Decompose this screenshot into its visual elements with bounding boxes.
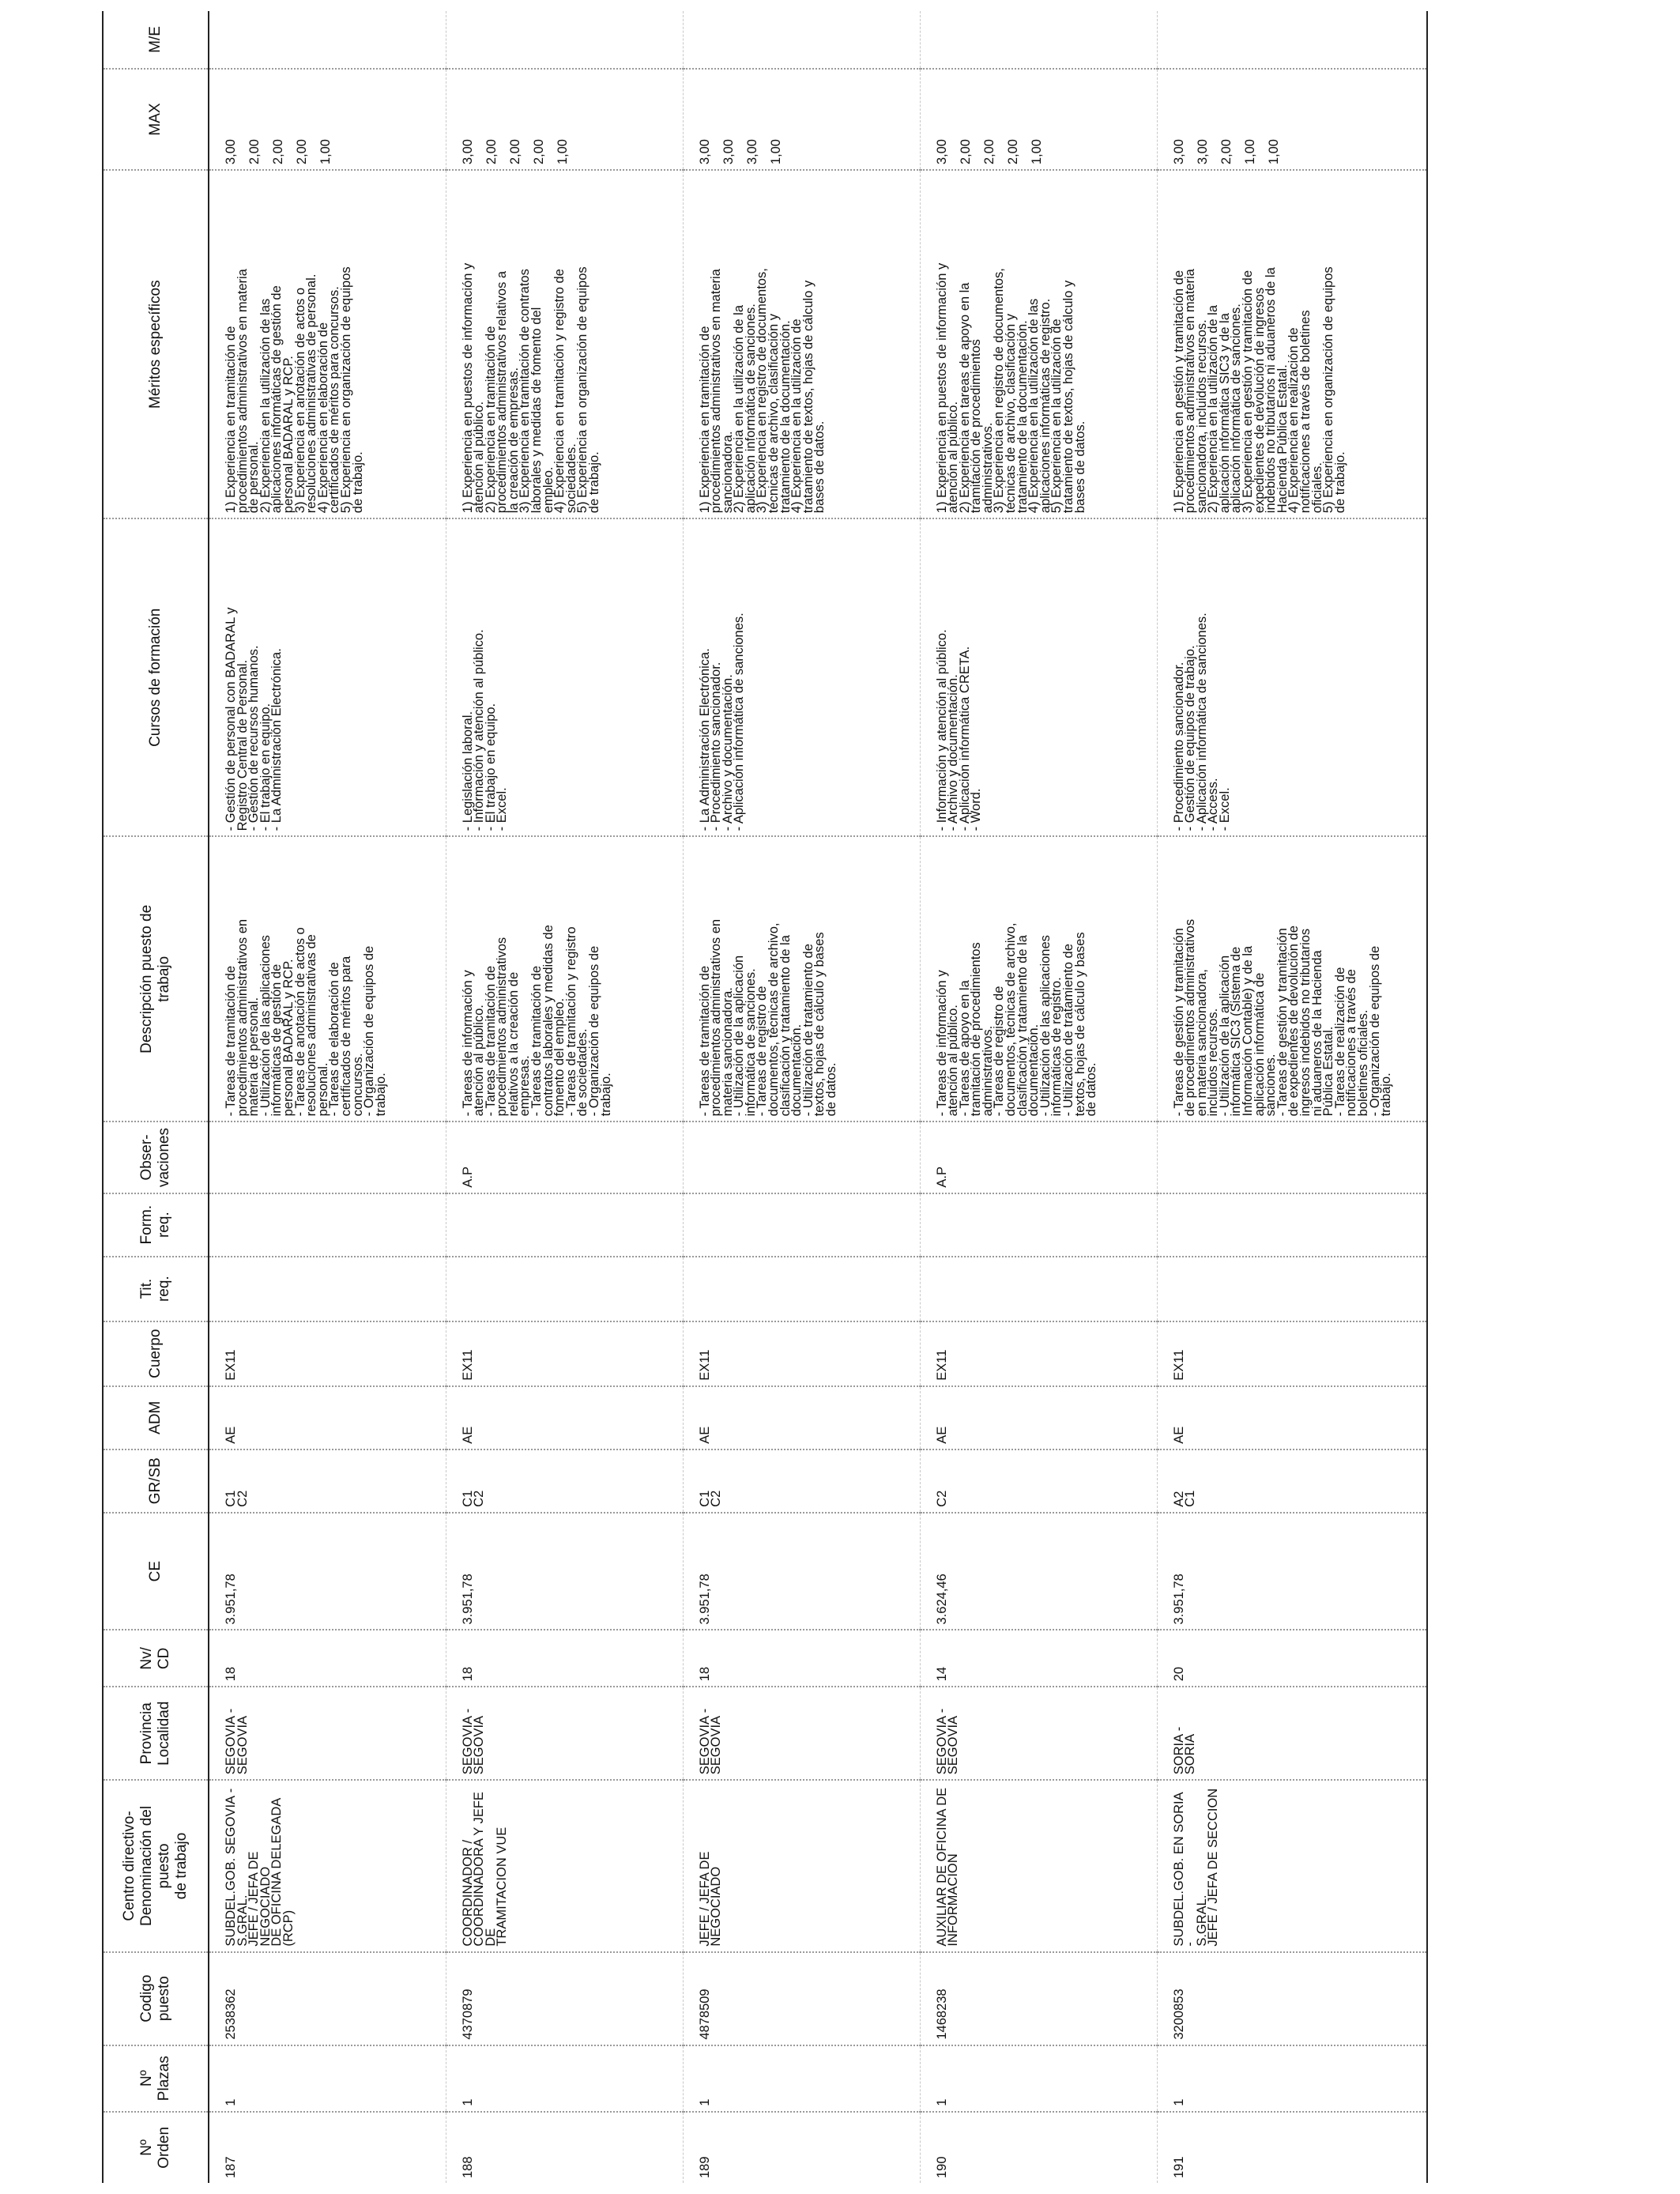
cell-titulacion [920,1257,1157,1321]
header-plazas: Nº Plazas [103,2045,209,2112]
max-value: 2,00 [981,139,996,165]
cell-nivel: 14 [920,1630,1157,1687]
cell-ce: 3.951,78 [209,1513,446,1630]
cell-ce: 3.951,78 [683,1513,920,1630]
max-value: 3,00 [224,139,238,165]
cell-orden: 189 [683,2112,920,2183]
max-value: 3,00 [460,139,475,165]
max-value: 2,00 [507,139,522,165]
header-max: MAX [103,69,209,170]
cell-descripcion: - Tareas de gestión y tramitación de procedimientos administrativos en materia sancionadora, incluidos recursos. - Utilización de la aplicación informática SIC3 (Sistema de Información Contable) y de la aplicación informática de sanciones. - Tareas de gestión y tramitación de expedientes de devolución de ingresos indebidos no tributarios ni aduaneros de la Hacienda Pública Estatal. - Tareas de realización de notificaciones a través de boletines oficiales. - Organización de equipos de trabajo. [1157,836,1427,1122]
max-value: 2,00 [247,139,262,165]
cell-plazas: 1 [1157,2045,1427,2112]
cell-plazas: 1 [920,2045,1157,2112]
header-me: M/E [103,11,209,69]
cell-codigo: 4370879 [446,1952,683,2045]
max-value: 2,00 [1219,139,1234,165]
job-positions-table [102,11,1428,2183]
max-value: 3,00 [934,139,949,165]
cell-grupo: A2 C1 [1157,1449,1427,1513]
centro-unit: SUBDEL.GOB. SEGOVIA - S.GRAL. [224,1788,250,1947]
cell-observaciones: A.P [446,1122,683,1193]
cell-titulacion [683,1257,920,1321]
cell-cursos: - Información y atención al público. - Archivo y documentación. - Aplicación informática CRETA. - Word. [920,518,1157,836]
cell-max [446,69,683,170]
cell-max [1157,69,1427,170]
cell-codigo: 1468238 [920,1952,1157,2045]
cell-observaciones [209,1122,446,1193]
max-value: 1,00 [1029,139,1044,165]
cell-meritos: 1) Experiencia en gestión y tramitación de procedimientos administrativos en materia sancionadora, incluidos recursos. 2) Experiencia en la utilización de la aplicación informática SIC3 y de la aplicación informática de sanciones. 3) Experiencia en gestión y tramitación de expedientes de devolución de ingresos indebidos no tributarios ni aduaneros de la Hacienda Pública Estatal. 4) Experiencia en realización de notificaciones a través de boletines oficiales. 5) Experiencia en organización de equipos de trabajo. [1157,170,1427,518]
cell-me [446,11,683,69]
cell-provincia: SEGOVIA - SEGOVIA [209,1687,446,1780]
centro-puesto: JEFE / JEFA DE SECCION [1206,1788,1221,1947]
cell-titulacion [446,1257,683,1321]
max-value: 1,00 [1266,139,1281,165]
cell-formacion-req [1157,1193,1427,1257]
cell-descripcion: - Tareas de tramitación de procedimientos administrativos en materia sancionadora. - Utilización de la aplicación informática de sanciones. - Tareas de registro de documentos, técnicas de archivo, clasificación y tratamiento de la documentación. - Utilización de tratamiento de textos, hojas de cálculo y bases de datos. [683,836,920,1122]
cell-cursos: - Legislación laboral. - Información y atención al público. - El trabajo en equipo. - Excel. [446,518,683,836]
centro-puesto: JEFE / JEFA DE NEGOCIADO [697,1851,724,1947]
centro-puesto: AUXILIAR DE OFICINA DE INFORMACION [934,1787,961,1947]
header-observaciones: Obser- vaciones [103,1122,209,1193]
cell-orden: 188 [446,2112,683,2183]
header-cursos: Cursos de formación [103,518,209,836]
cell-max [209,69,446,170]
max-value: 2,00 [295,139,309,165]
cell-provincia: SEGOVIA - SEGOVIA [446,1687,683,1780]
header-titulacion: Tit. req. [103,1257,209,1321]
cell-observaciones [683,1122,920,1193]
cell-me [209,11,446,69]
cell-max [683,69,920,170]
cell-grupo: C1 C2 [683,1449,920,1513]
table-row [920,11,1157,2183]
cell-plazas: 1 [209,2045,446,2112]
centro-puesto: COORDINADOR / COORDINADORA Y JEFE DE TRAMITACION VUE [460,1792,510,1947]
centro-puesto: JEFE / JEFA DE NEGOCIADO DE OFICINA DELEGADA (RCP) [247,1798,296,1947]
header-grupo: GR/SB [103,1449,209,1513]
max-value: 1,00 [768,139,783,165]
cell-nivel: 20 [1157,1630,1427,1687]
cell-cuerpo: EX11 [446,1321,683,1386]
cell-centro [920,1780,1157,1951]
max-value: 1,00 [1242,139,1257,165]
cell-orden: 190 [920,2112,1157,2183]
cell-cuerpo: EX11 [683,1321,920,1386]
header-formacion-req: Form. req. [103,1193,209,1257]
cell-ce: 3.951,78 [446,1513,683,1630]
max-value: 2,00 [271,139,285,165]
cell-me [683,11,920,69]
max-value: 3,00 [721,139,736,165]
cell-descripcion: - Tareas de información y atención al público. - Tareas de apoyo en la tramitación de procedimientos administrativos. - Tareas de registro de documentos, técnicas de archivo, clasificación y tratamiento de la documentación. - Utilización de las aplicaciones informáticas de registro. - Utilización de tratamiento de textos, hojas de cálculo y bases de datos. [920,836,1157,1122]
header-descripcion: Descripción puesto de trabajo [103,836,209,1122]
centro-unit: SUBDEL.GOB. EN SORIA - S.GRAL. [1171,1793,1209,1947]
cell-cuerpo: EX11 [209,1321,446,1386]
cell-centro [209,1780,446,1951]
cell-centro [683,1780,920,1951]
table-row [683,11,920,2183]
cell-nivel: 18 [209,1630,446,1687]
cell-formacion-req [446,1193,683,1257]
cell-meritos: 1) Experiencia en puestos de información y atención al público. 2) Experiencia en tareas de apoyo en la tramitación de procedimientos administrativos. 3) Experiencia en registro de documentos, técnicas de archivo, clasificación y tratamiento de la documentación. 4) Experiencia en la utilización de las aplicaciones informáticas de registro. 5) Experiencia en la utilización de tratamiento de textos, hojas de cálculo y bases de datos. [920,170,1157,518]
max-value: 1,00 [318,139,333,165]
cell-formacion-req [209,1193,446,1257]
header-adm: ADM [103,1386,209,1449]
cell-titulacion [209,1257,446,1321]
max-value: 1,00 [555,139,570,165]
cell-observaciones: A.P [920,1122,1157,1193]
cell-meritos: 1) Experiencia en tramitación de procedimientos administrativos en materia de personal. 2) Experiencia en la utilización de las aplicaciones informáticas de gestión de personal BADARAL y RCP. 3) Experiencia en anotación de actos o resoluciones administrativas de personal. 4) Experiencia en elaboración de certificados de méritos para concursos. 5) Experiencia en organización de equipos de trabajo. [209,170,446,518]
max-value: 2,00 [958,139,973,165]
cell-formacion-req [683,1193,920,1257]
cell-adm: AE [920,1386,1157,1449]
cell-centro [1157,1780,1427,1951]
table-row [446,11,683,2183]
cell-nivel: 18 [446,1630,683,1687]
cell-codigo: 4878509 [683,1952,920,2045]
cell-formacion-req [920,1193,1157,1257]
cell-provincia: SEGOVIA - SEGOVIA [920,1687,1157,1780]
max-value: 2,00 [1005,139,1020,165]
cell-observaciones [1157,1122,1427,1193]
cell-meritos: 1) Experiencia en tramitación de procedimientos administrativos en materia sancionadora. 2) Experiencia en la utilización de la aplicación informática de sanciones. 3) Experiencia en registro de documentos, técnicas de archivo, clasificación y tratamiento de la documentación. 4) Experiencia en la utilización de tratamiento de textos, hojas de cálculo y bases de datos. [683,170,920,518]
header-meritos: Méritos específicos [103,170,209,518]
header-row [103,11,209,2183]
cell-cuerpo: EX11 [1157,1321,1427,1386]
cell-provincia: SEGOVIA - SEGOVIA [683,1687,920,1780]
cell-ce: 3.951,78 [1157,1513,1427,1630]
max-value: 3,00 [1195,139,1210,165]
cell-adm: AE [209,1386,446,1449]
max-value: 3,00 [744,139,759,165]
cell-cursos: - Gestión de personal con BADARAL y Registro Central de Personal. - Gestión de recursos humanos. - El trabajo en equipo. - La Administración Electrónica. [209,518,446,836]
header-centro: Centro directivo- Denominación del puesto de trabajo [103,1780,209,1951]
cell-ce: 3.624,46 [920,1513,1157,1630]
cell-adm: AE [446,1386,683,1449]
header-nivel: Nv/ CD [103,1630,209,1687]
cell-me [1157,11,1427,69]
table-row [1157,11,1427,2183]
cell-codigo: 3200853 [1157,1952,1427,2045]
cell-grupo: C1 C2 [209,1449,446,1513]
cell-grupo: C1 C2 [446,1449,683,1513]
cell-adm: AE [683,1386,920,1449]
cell-descripcion: - Tareas de información y atención al público. - Tareas de tramitación de procedimientos administrativos relativos a la creación de empresas. - Tareas de tramitación de contratos laborales y medidas de fomento del empleo. - Tareas de tramitación y registro de sociedades. - Organización de equipos de trabajo. [446,836,683,1122]
header-provincia: Provincia Localidad [103,1687,209,1780]
header-cuerpo: Cuerpo [103,1321,209,1386]
cell-orden: 191 [1157,2112,1427,2183]
cell-provincia: SORIA - SORIA [1157,1687,1427,1780]
cell-cursos: - Procedimiento sancionador. - Gestión de equipos de trabajo. - Aplicación informática de sanciones. - Access. - Excel. [1157,518,1427,836]
cell-adm: AE [1157,1386,1427,1449]
cell-codigo: 2538362 [209,1952,446,2045]
cell-plazas: 1 [446,2045,683,2112]
cell-descripcion: - Tareas de tramitación de procedimientos administrativos en materia de personal. - Utilización de las aplicaciones informáticas de gestión de personal BADARAL y RCP. - Tareas de anotación de actos o resoluciones administrativas de personal. - Tareas de elaboración de certificados de méritos para concursos. - Organización de equipos de trabajo. [209,836,446,1122]
cell-plazas: 1 [683,2045,920,2112]
cell-centro [446,1780,683,1951]
max-value: 3,00 [697,139,712,165]
max-value: 2,00 [531,139,546,165]
header-orden: Nº Orden [103,2112,209,2183]
cell-orden: 187 [209,2112,446,2183]
header-ce: CE [103,1513,209,1630]
cell-cuerpo: EX11 [920,1321,1157,1386]
max-value: 3,00 [1171,139,1186,165]
table-row [209,11,446,2183]
cell-nivel: 18 [683,1630,920,1687]
cell-grupo: C2 [920,1449,1157,1513]
cell-titulacion [1157,1257,1427,1321]
cell-cursos: - La Administración Electrónica. - Procedimiento sancionador. - Archivo y documentación. - Aplicación informática de sanciones. [683,518,920,836]
cell-meritos: 1) Experiencia en puestos de información y atención al público. 2) Experiencia en tramitación de procedimientos administrativos relativos a la creación de empresas. 3) Experiencia en tramitación de contratos laborales y medidas de fomento del empleo. 4) Experiencia en tramitación y registro de sociedades. 5) Experiencia en organización de equipos de trabajo. [446,170,683,518]
max-value: 2,00 [484,139,499,165]
cell-max [920,69,1157,170]
header-codigo: Codigo puesto [103,1952,209,2045]
cell-me [920,11,1157,69]
